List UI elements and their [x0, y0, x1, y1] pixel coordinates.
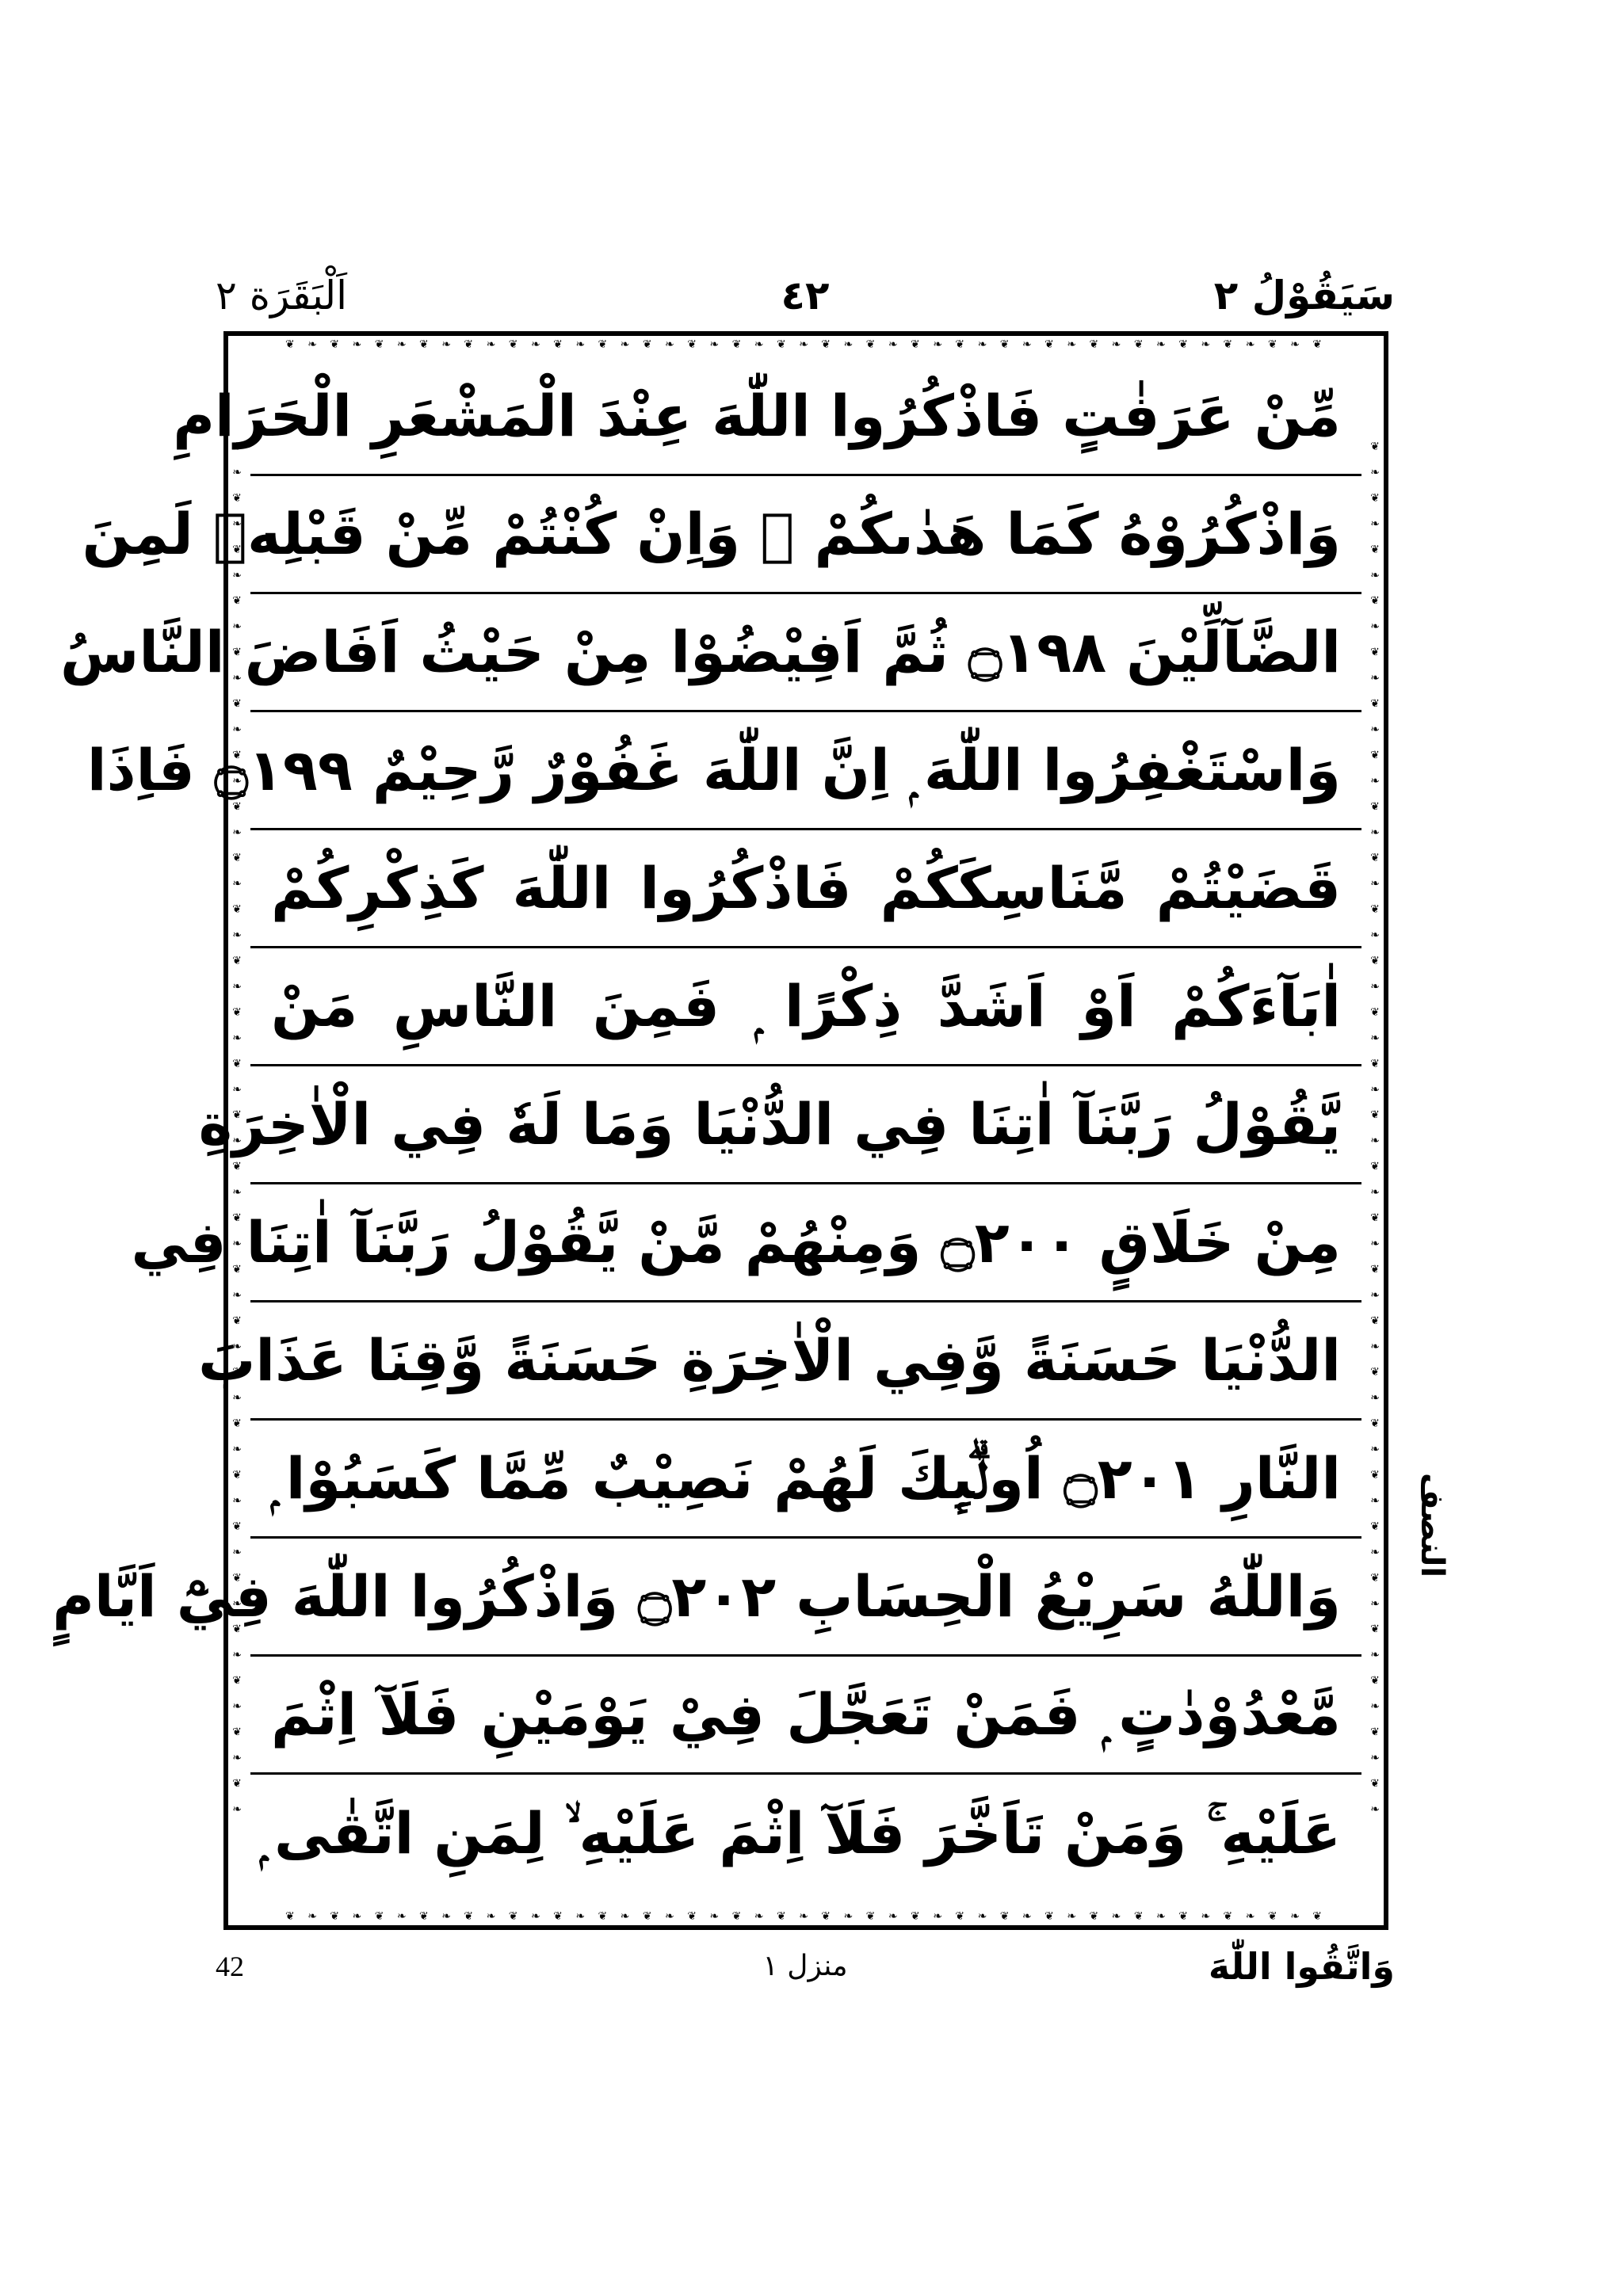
- line-text: قَضَيْتُمْ مَّنَاسِكَكُمْ فَاذْكُرُوا اللّٰهَ كَذِكْرِكُمْ: [271, 854, 1341, 921]
- line-text: اٰبَآءَكُمْ اَوْ اَشَدَّ ذِكْرًا ۭ فَمِنَ النَّاسِ مَنْ: [271, 972, 1341, 1039]
- text-line-5: [250, 830, 1361, 948]
- margin-marker-nisf: النصف: [1414, 1472, 1450, 1578]
- line-text: الدُّنْيَا حَسَنَةً وَّفِي الْاٰخِرَةِ حَسَنَةً وَّقِنَا عَذَابَ: [198, 1326, 1341, 1394]
- manzil-label: منزل ١: [762, 1950, 848, 1982]
- line-text: يَّقُوْلُ رَبَّنَآ اٰتِنَا فِي الدُّنْيَا وَمَا لَهٗ فِي الْاٰخِرَةِ: [198, 1090, 1341, 1158]
- line-text: الضَّآلِّيْنَ ۝١٩٨ ثُمَّ اَفِيْضُوْا مِنْ حَيْثُ اَفَاضَ النَّاسُ: [60, 618, 1341, 685]
- line-text: النَّارِ ۝٢٠١ اُولٰۗىِٕكَ لَهُمْ نَصِيْبٌ مِّمَّا كَسَبُوْا ۭ: [271, 1444, 1341, 1512]
- text-lines: [52, 358, 1361, 1903]
- line-text: وَاذْكُرُوْهُ كَمَا هَدٰىكُمْ ۚ وَاِنْ كُنْتُمْ مِّنْ قَبْلِهٖ لَمِنَ: [82, 500, 1341, 567]
- page-header: [216, 268, 1395, 323]
- text-line-7: [198, 1066, 1361, 1184]
- bottom-ornament-band: ❦ ❧ ❦ ❧ ❦ ❧ ❦ ❧ ❦ ❧ ❦ ❧ ❦ ❧ ❦ ❧ ❦ ❧ ❦ ❧ ❦ ❧ ❦ ❧ ❦ ❧ ❦ ❧ ❦ ❧ ❦ ❧ ❦ ❧ ❦ ❧ ❦ ❧ ❦ ❧ ❦ ❧ ❦ ❧ ❦ ❧ ❦: [285, 1910, 1327, 1923]
- page-border-frame: [52, 331, 1388, 1930]
- text-line-9: [198, 1302, 1361, 1421]
- text-line-3: [60, 594, 1361, 712]
- left-ornament-band: ❦ ❧ ❦ ❧ ❦ ❧ ❦ ❧ ❦ ❧ ❦ ❧ ❦ ❧ ❦ ❧ ❦ ❧ ❦ ❧ ❦ ❧ ❦ ❧ ❦ ❧ ❦ ❧ ❦ ❧ ❦ ❧ ❦ ❧ ❦ ❧ ❦ ❧ ❦ ❧ ❦ ❧ ❦ ❧ ❦ ❧ ❦ ❧ ❦ ❧ ❦ ❧ ❦ ❧: [231, 441, 243, 1821]
- text-line-12: [250, 1657, 1361, 1775]
- page-number-arabic: ٤٢: [781, 273, 830, 318]
- right-ornament-band: ❦ ❧ ❦ ❧ ❦ ❧ ❦ ❧ ❦ ❧ ❦ ❧ ❦ ❧ ❦ ❧ ❦ ❧ ❦ ❧ ❦ ❧ ❦ ❧ ❦ ❧ ❦ ❧ ❦ ❧ ❦ ❧ ❦ ❧ ❦ ❧ ❦ ❧ ❦ ❧ ❦ ❧ ❦ ❧ ❦ ❧ ❦ ❧ ❦ ❧ ❦ ❧ ❦ ❧: [1369, 441, 1381, 1821]
- text-line-10: [250, 1421, 1361, 1539]
- text-line-6: [250, 948, 1361, 1066]
- line-text: وَاللّٰهُ سَرِيْعُ الْحِسَابِ ۝٢٠٢ وَاذْكُرُوا اللّٰهَ فِيْٓ اَيَّامٍ: [52, 1562, 1341, 1630]
- line-text: وَاسْتَغْفِرُوا اللّٰهَ ۭ اِنَّ اللّٰهَ غَفُوْرٌ رَّحِيْمٌ ۝١٩٩ فَاِذَا: [86, 736, 1341, 803]
- text-line-4: [86, 712, 1361, 830]
- line-text: مِّنْ عَرَفٰتٍ فَاذْكُرُوا اللّٰهَ عِنْدَ الْمَشْعَرِ الْحَرَامِ: [173, 382, 1341, 449]
- page-footer: [216, 1943, 1395, 1990]
- page-number: 42: [216, 1951, 244, 1982]
- text-line-11: [52, 1539, 1361, 1657]
- top-ornament-band: ❦ ❧ ❦ ❧ ❦ ❧ ❦ ❧ ❦ ❧ ❦ ❧ ❦ ❧ ❦ ❧ ❦ ❧ ❦ ❧ ❦ ❧ ❦ ❧ ❦ ❧ ❦ ❧ ❦ ❧ ❦ ❧ ❦ ❧ ❦ ❧ ❦ ❧ ❦ ❧ ❦ ❧ ❦ ❧ ❦ ❧ ❦: [285, 338, 1327, 351]
- surah-name: اَلْبَقَرَة ٢: [216, 273, 348, 318]
- text-line-13: [250, 1775, 1361, 1893]
- line-text: مَّعْدُوْدٰتٍ ۭ فَمَنْ تَعَجَّلَ فِيْ يَوْمَيْنِ فَلَآ اِثْمَ: [271, 1680, 1341, 1748]
- text-line-2: [82, 476, 1361, 594]
- text-line-8: [131, 1184, 1361, 1302]
- catchword: وَاتَّقُوا اللّٰهَ: [1208, 1945, 1395, 1988]
- text-line-1: [173, 358, 1361, 476]
- para-name: سَيَقُوْلُ ٢: [1213, 273, 1395, 318]
- line-text: مِنْ خَلَاقٍ ۝٢٠٠ وَمِنْهُمْ مَّنْ يَّقُوْلُ رَبَّنَآ اٰتِنَا فِي: [131, 1208, 1341, 1276]
- line-text: عَلَيْهِ ۚ وَمَنْ تَاَخَّرَ فَلَآ اِثْمَ عَلَيْهِ ۙ لِمَنِ اتَّقٰى ۭ: [259, 1800, 1341, 1867]
